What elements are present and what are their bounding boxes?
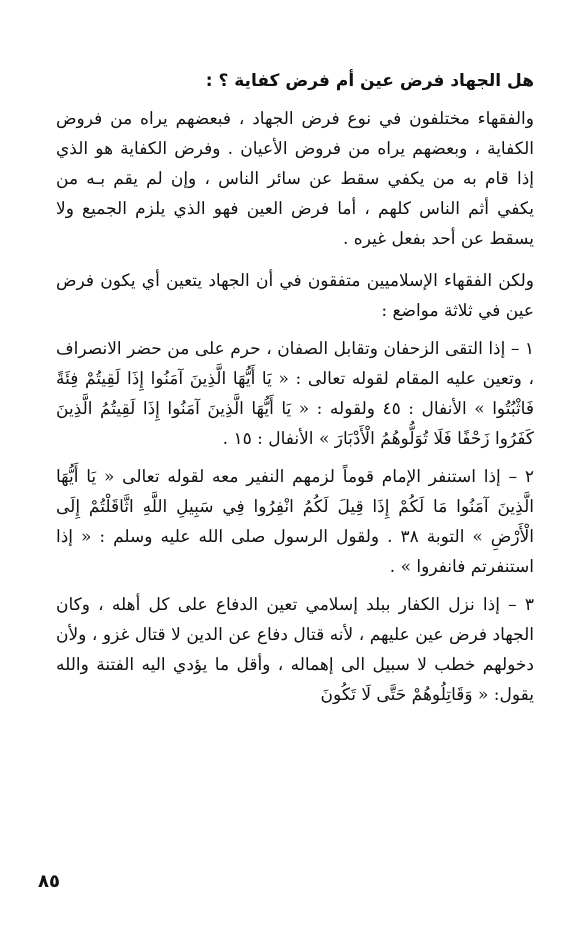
section-heading: هل الجهاد فرض عين أم فرض كفاية ؟ : <box>205 71 534 91</box>
paragraph-case-3: ٣ – إذا نزل الكفار ببلد إسلامي تعين الدفاع على كل أهله ، وكان الجهاد فرض عين عليهم ، لأنه قتال دفاع عن الدين لا قتال غزو ، ولأن دخولهم خطب لا سبيل الى إهماله ، وأقل ما يؤدي اليه الفتنة والله يقول: « وَقَاتِلُوهُمْ حَتَّى لَا تَكُونَ <box>56 595 534 705</box>
paragraph-case-1: ١ – إذا التقى الزحفان وتقابل الصفان ، حرم على من حضر الانصراف ، وتعين عليه المقام لقوله تعالى : « يَا أَيُّهَا الَّذِينَ آمَنُوا إِذَا لَقِيتُمْ فِئَةً فَاثْبُتُوا » الأنفال : ٤٥ ولقوله : « يَا أَيُّهَا الَّذِينَ آمَنُوا إِذَا لَقِيتُمُ الَّذِينَ كَفَرُوا زَحْفًا فَلَا تُوَلُّوهُمُ الْأَدْبَارَ » الأنفال : ١٥ . <box>56 339 534 449</box>
paragraph-case-2: ٢ – إذا استنفر الإمام قوماً لزمهم النفير معه لقوله تعالى « يَا أَيُّهَا الَّذِينَ آمَنُوا مَا لَكُمْ إِذَا قِيلَ لَكُمُ انْفِرُوا فِي سَبِيلِ اللَّهِ اثَّاقَلْتُمْ إِلَى الْأَرْضِ » التوبة ٣٨ . ولقول الرسول صلى الله عليه وسلم : « إذا استنفرتم فانفروا » . <box>56 467 534 577</box>
paragraph-definition: والفقهاء مختلفون في نوع فرض الجهاد ، فبعضهم يراه من فروض الكفاية ، وبعضهم يراه من فروض الأعيان . وفرض الكفاية هو الذي إذا قام به من يكفي سقط عن سائر الناس ، وإن لم يقم بـه من يكفي أثم الناس كلهم ، أما فرض العين فهو الذي يلزم الجميع ولا يسقط عن أحد بفعل غيره . <box>56 109 534 249</box>
paragraph-agreement: ولكن الفقهاء الإسلاميين متفقون في أن الجهاد يتعين أي يكون فرض عين في ثلاثة مواضع : <box>56 271 534 321</box>
page-number: ٨٥ <box>38 871 60 892</box>
